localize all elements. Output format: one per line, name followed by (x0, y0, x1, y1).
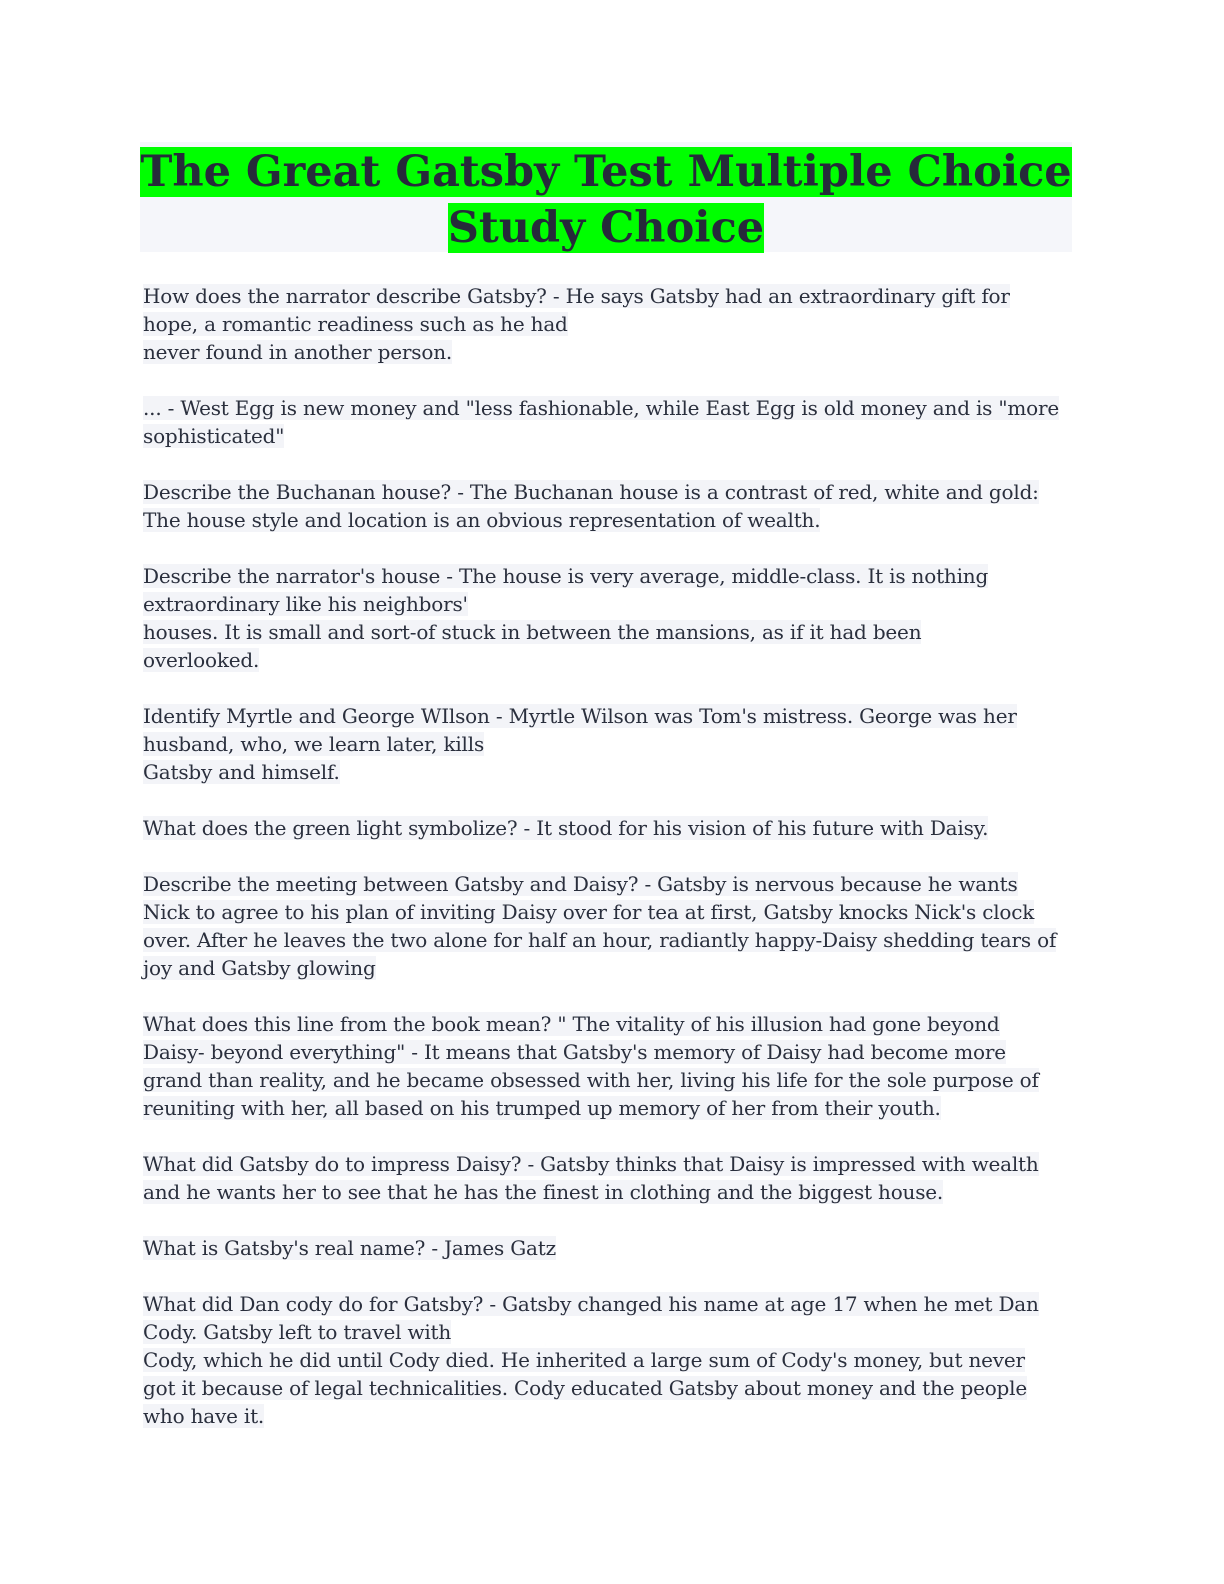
qa-line-text: reuniting with her, all based on his trumped up memory of her from their youth. (143, 1096, 941, 1120)
qa-line-text: sophisticated" (143, 424, 285, 448)
qa-line-text: Cody. Gatsby left to travel with (143, 1320, 452, 1344)
qa-line-text: Nick to agree to his plan of inviting Daisy over for tea at first, Gatsby knocks Nick's clock (143, 900, 1035, 924)
qa-line (143, 926, 1072, 954)
qa-line-text: Cody, which he did until Cody died. He inherited a large sum of Cody's money, but never (143, 1348, 1025, 1372)
qa-line-text: never found in another person. (143, 340, 453, 364)
qa-line (143, 1346, 1072, 1374)
qa-entry (143, 870, 1072, 982)
qa-line-text: who have it. (143, 1404, 265, 1428)
qa-line-text: got it because of legal technicalities. Cody educated Gatsby about money and the people (143, 1376, 1027, 1400)
qa-line-text: extraordinary like his neighbors' (143, 592, 468, 616)
qa-line (143, 422, 1072, 450)
qa-entry (143, 702, 1072, 786)
qa-line (143, 1038, 1072, 1066)
qa-entry (143, 282, 1072, 366)
document-title (140, 147, 1071, 253)
qa-line (143, 1402, 1072, 1430)
qa-entry (143, 562, 1072, 674)
qa-entry (143, 1150, 1072, 1206)
qa-line (143, 1010, 1072, 1038)
qa-entry (143, 478, 1072, 534)
qa-line (143, 506, 1072, 534)
qa-line-text: Daisy- beyond everything" - It means that Gatsby's memory of Daisy had become more (143, 1040, 1006, 1064)
qa-line (143, 1290, 1072, 1318)
qa-line-text: What did Gatsby do to impress Daisy? - Gatsby thinks that Daisy is impressed with wealth (143, 1152, 1039, 1176)
qa-line (143, 618, 1072, 646)
qa-line-text: What does the green light symbolize? - It stood for his vision of his future with Daisy. (143, 816, 989, 840)
qa-entry (143, 1290, 1072, 1430)
qa-line-text: Describe the Buchanan house? - The Buchanan house is a contrast of red, white and gold: (143, 480, 1039, 504)
qa-line-text: hope, a romantic readiness such as he had (143, 312, 568, 336)
qa-entry (143, 1234, 1072, 1262)
qa-line-text: What does this line from the book mean? " The vitality of his illusion had gone beyond (143, 1012, 1000, 1036)
qa-line (143, 562, 1072, 590)
qa-line-text: houses. It is small and sort-of stuck in between the mansions, as if it had been (143, 620, 922, 644)
qa-line (143, 1094, 1072, 1122)
qa-line-text: grand than reality, and he became obsessed with her, living his life for the sole purpose of (143, 1068, 1039, 1092)
qa-line-text: What did Dan cody do for Gatsby? - Gatsby changed his name at age 17 when he met Dan (143, 1292, 1039, 1316)
qa-line (143, 814, 1072, 842)
qa-line (143, 870, 1072, 898)
qa-line (143, 954, 1072, 982)
qa-line (143, 590, 1072, 618)
qa-line (143, 702, 1072, 730)
qa-line (143, 1234, 1072, 1262)
qa-line (143, 730, 1072, 758)
qa-line (143, 478, 1072, 506)
qa-entry (143, 1010, 1072, 1122)
qa-entry (143, 814, 1072, 842)
qa-line (143, 1374, 1072, 1402)
title-line-2: Study Choice (447, 203, 765, 253)
qa-line-text: overlooked. (143, 648, 260, 672)
qa-line (143, 1066, 1072, 1094)
title-block (140, 142, 1072, 252)
title-line-1: The Great Gatsby Test Multiple Choice (140, 147, 1072, 197)
qa-line-text: husband, who, we learn later, kills (143, 732, 485, 756)
qa-line-text: How does the narrator describe Gatsby? - He says Gatsby had an extraordinary gift for (143, 284, 1010, 308)
qa-line (143, 282, 1072, 310)
qa-line-text: Identify Myrtle and George WIlson - Myrtle Wilson was Tom's mistress. George was her (143, 704, 1017, 728)
qa-line (143, 338, 1072, 366)
qa-line (143, 758, 1072, 786)
qa-line (143, 646, 1072, 674)
qa-list (140, 282, 1072, 1430)
qa-entry (143, 394, 1072, 450)
qa-line-text: over. After he leaves the two alone for half an hour, radiantly happy-Daisy shedding tears of (143, 928, 1057, 952)
qa-line-text: The house style and location is an obvious representation of wealth. (143, 508, 821, 532)
qa-line (143, 310, 1072, 338)
qa-line-text: joy and Gatsby glowing (143, 956, 376, 980)
qa-line (143, 394, 1072, 422)
qa-line-text: ... - West Egg is new money and "less fashionable, while East Egg is old money and is "more (143, 396, 1059, 420)
qa-line (143, 898, 1072, 926)
qa-line-text: and he wants her to see that he has the finest in clothing and the biggest house. (143, 1180, 944, 1204)
document-page (140, 142, 1072, 1458)
qa-line-text: Gatsby and himself. (143, 760, 340, 784)
qa-line-text: Describe the meeting between Gatsby and Daisy? - Gatsby is nervous because he wants (143, 872, 1018, 896)
qa-line (143, 1150, 1072, 1178)
qa-line-text: Describe the narrator's house - The house is very average, middle-class. It is nothing (143, 564, 989, 588)
qa-line-text: What is Gatsby's real name? - James Gatz (143, 1236, 556, 1260)
qa-line (143, 1178, 1072, 1206)
qa-line (143, 1318, 1072, 1346)
